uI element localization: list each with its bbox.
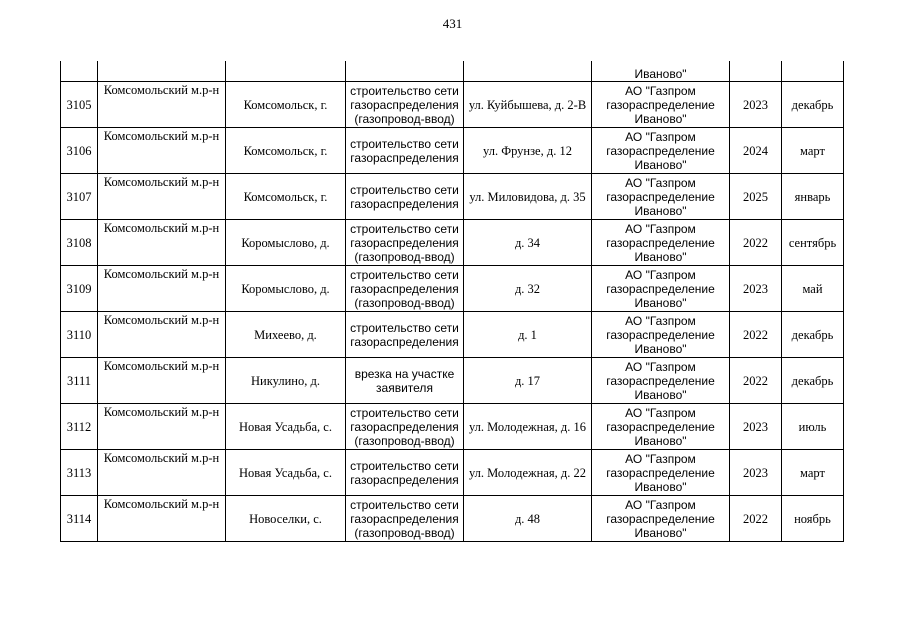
- cell-work: строительство сети газораспределения: [346, 174, 464, 220]
- cell-work: строительство сети газораспределения: [346, 128, 464, 174]
- cell-num: 3111: [61, 358, 98, 404]
- cell-num: 3106: [61, 128, 98, 174]
- cell-num: 3114: [61, 496, 98, 542]
- cell-operator: АО "Газпром газораспределение Иваново": [592, 220, 730, 266]
- cell-year: [730, 61, 782, 82]
- cell-district: Комсомольский м.р-н: [98, 404, 226, 450]
- cell-locality: Новая Усадьба, с.: [226, 450, 346, 496]
- cell-operator: АО "Газпром газораспределение Иваново": [592, 82, 730, 128]
- cell-operator: АО "Газпром газораспределение Иваново": [592, 312, 730, 358]
- table-row: [61, 128, 844, 174]
- cell-address: д. 17: [464, 358, 592, 404]
- cell-address: ул. Миловидова, д. 35: [464, 174, 592, 220]
- cell-month: июль: [782, 404, 844, 450]
- cell-month: декабрь: [782, 358, 844, 404]
- cell-month: сентябрь: [782, 220, 844, 266]
- cell-district: Комсомольский м.р-н: [98, 82, 226, 128]
- cell-district: Комсомольский м.р-н: [98, 174, 226, 220]
- cell-district: Комсомольский м.р-н: [98, 266, 226, 312]
- cell-district: Комсомольский м.р-н: [98, 450, 226, 496]
- table-row: [61, 358, 844, 404]
- cell-district: Комсомольский м.р-н: [98, 358, 226, 404]
- table-row: [61, 450, 844, 496]
- cell-year: 2022: [730, 220, 782, 266]
- table-row: [61, 220, 844, 266]
- cell-work: строительство сети газораспределения (газопровод-ввод): [346, 82, 464, 128]
- table-row: [61, 404, 844, 450]
- cell-num: 3112: [61, 404, 98, 450]
- cell-operator: АО "Газпром газораспределение Иваново": [592, 128, 730, 174]
- cell-month: март: [782, 450, 844, 496]
- cell-month: январь: [782, 174, 844, 220]
- cell-district: Комсомольский м.р-н: [98, 220, 226, 266]
- cell-locality: Новоселки, с.: [226, 496, 346, 542]
- cell-address: ул. Молодежная, д. 22: [464, 450, 592, 496]
- cell-year: 2023: [730, 450, 782, 496]
- cell-locality: Коромыслово, д.: [226, 220, 346, 266]
- cell-year: 2022: [730, 358, 782, 404]
- cell-district: Комсомольский м.р-н: [98, 128, 226, 174]
- cell-year: 2024: [730, 128, 782, 174]
- cell-address: д. 1: [464, 312, 592, 358]
- cell-month: март: [782, 128, 844, 174]
- cell-month: ноябрь: [782, 496, 844, 542]
- cell-work: строительство сети газораспределения (газопровод-ввод): [346, 266, 464, 312]
- cell-num: [61, 61, 98, 82]
- cell-operator: АО "Газпром газораспределение Иваново": [592, 496, 730, 542]
- cell-month: май: [782, 266, 844, 312]
- cell-locality: Комсомольск, г.: [226, 82, 346, 128]
- cell-month: декабрь: [782, 312, 844, 358]
- cell-work: строительство сети газораспределения (газопровод-ввод): [346, 404, 464, 450]
- cell-work: врезка на участке заявителя: [346, 358, 464, 404]
- cell-operator: АО "Газпром газораспределение Иваново": [592, 174, 730, 220]
- cell-work: строительство сети газораспределения: [346, 312, 464, 358]
- cell-address: д. 32: [464, 266, 592, 312]
- cell-year: 2023: [730, 266, 782, 312]
- cell-district: [98, 61, 226, 82]
- cell-num: 3108: [61, 220, 98, 266]
- table-row: [61, 82, 844, 128]
- cell-district: Комсомольский м.р-н: [98, 312, 226, 358]
- cell-address: ул. Фрунзе, д. 12: [464, 128, 592, 174]
- cell-year: 2023: [730, 404, 782, 450]
- cell-work: строительство сети газораспределения (газопровод-ввод): [346, 220, 464, 266]
- cell-address: д. 34: [464, 220, 592, 266]
- cell-locality: Новая Усадьба, с.: [226, 404, 346, 450]
- cell-district: Комсомольский м.р-н: [98, 496, 226, 542]
- registry-table: [60, 61, 844, 542]
- cell-operator: АО "Газпром газораспределение Иваново": [592, 358, 730, 404]
- cell-operator: Иваново": [592, 61, 730, 82]
- table-row: [61, 174, 844, 220]
- continued-row: [61, 61, 844, 82]
- cell-num: 3110: [61, 312, 98, 358]
- table-row: [61, 496, 844, 542]
- page-number: 431: [442, 16, 463, 31]
- cell-year: 2025: [730, 174, 782, 220]
- cell-work: строительство сети газораспределения (газопровод-ввод): [346, 496, 464, 542]
- cell-address: ул. Куйбышева, д. 2-В: [464, 82, 592, 128]
- cell-work: строительство сети газораспределения: [346, 450, 464, 496]
- cell-operator: АО "Газпром газораспределение Иваново": [592, 450, 730, 496]
- cell-locality: Комсомольск, г.: [226, 174, 346, 220]
- cell-locality: Никулино, д.: [226, 358, 346, 404]
- cell-month: декабрь: [782, 82, 844, 128]
- cell-address: ул. Молодежная, д. 16: [464, 404, 592, 450]
- cell-address: д. 48: [464, 496, 592, 542]
- cell-operator: АО "Газпром газораспределение Иваново": [592, 266, 730, 312]
- cell-year: 2022: [730, 496, 782, 542]
- cell-num: 3113: [61, 450, 98, 496]
- table-row: [61, 266, 844, 312]
- cell-locality: Коромыслово, д.: [226, 266, 346, 312]
- cell-month: [782, 61, 844, 82]
- cell-num: 3105: [61, 82, 98, 128]
- cell-operator: АО "Газпром газораспределение Иваново": [592, 404, 730, 450]
- cell-work: [346, 61, 464, 82]
- cell-num: 3107: [61, 174, 98, 220]
- cell-locality: Михеево, д.: [226, 312, 346, 358]
- cell-locality: Комсомольск, г.: [226, 128, 346, 174]
- cell-year: 2022: [730, 312, 782, 358]
- cell-year: 2023: [730, 82, 782, 128]
- cell-num: 3109: [61, 266, 98, 312]
- cell-locality: [226, 61, 346, 82]
- table-row: [61, 312, 844, 358]
- cell-address: [464, 61, 592, 82]
